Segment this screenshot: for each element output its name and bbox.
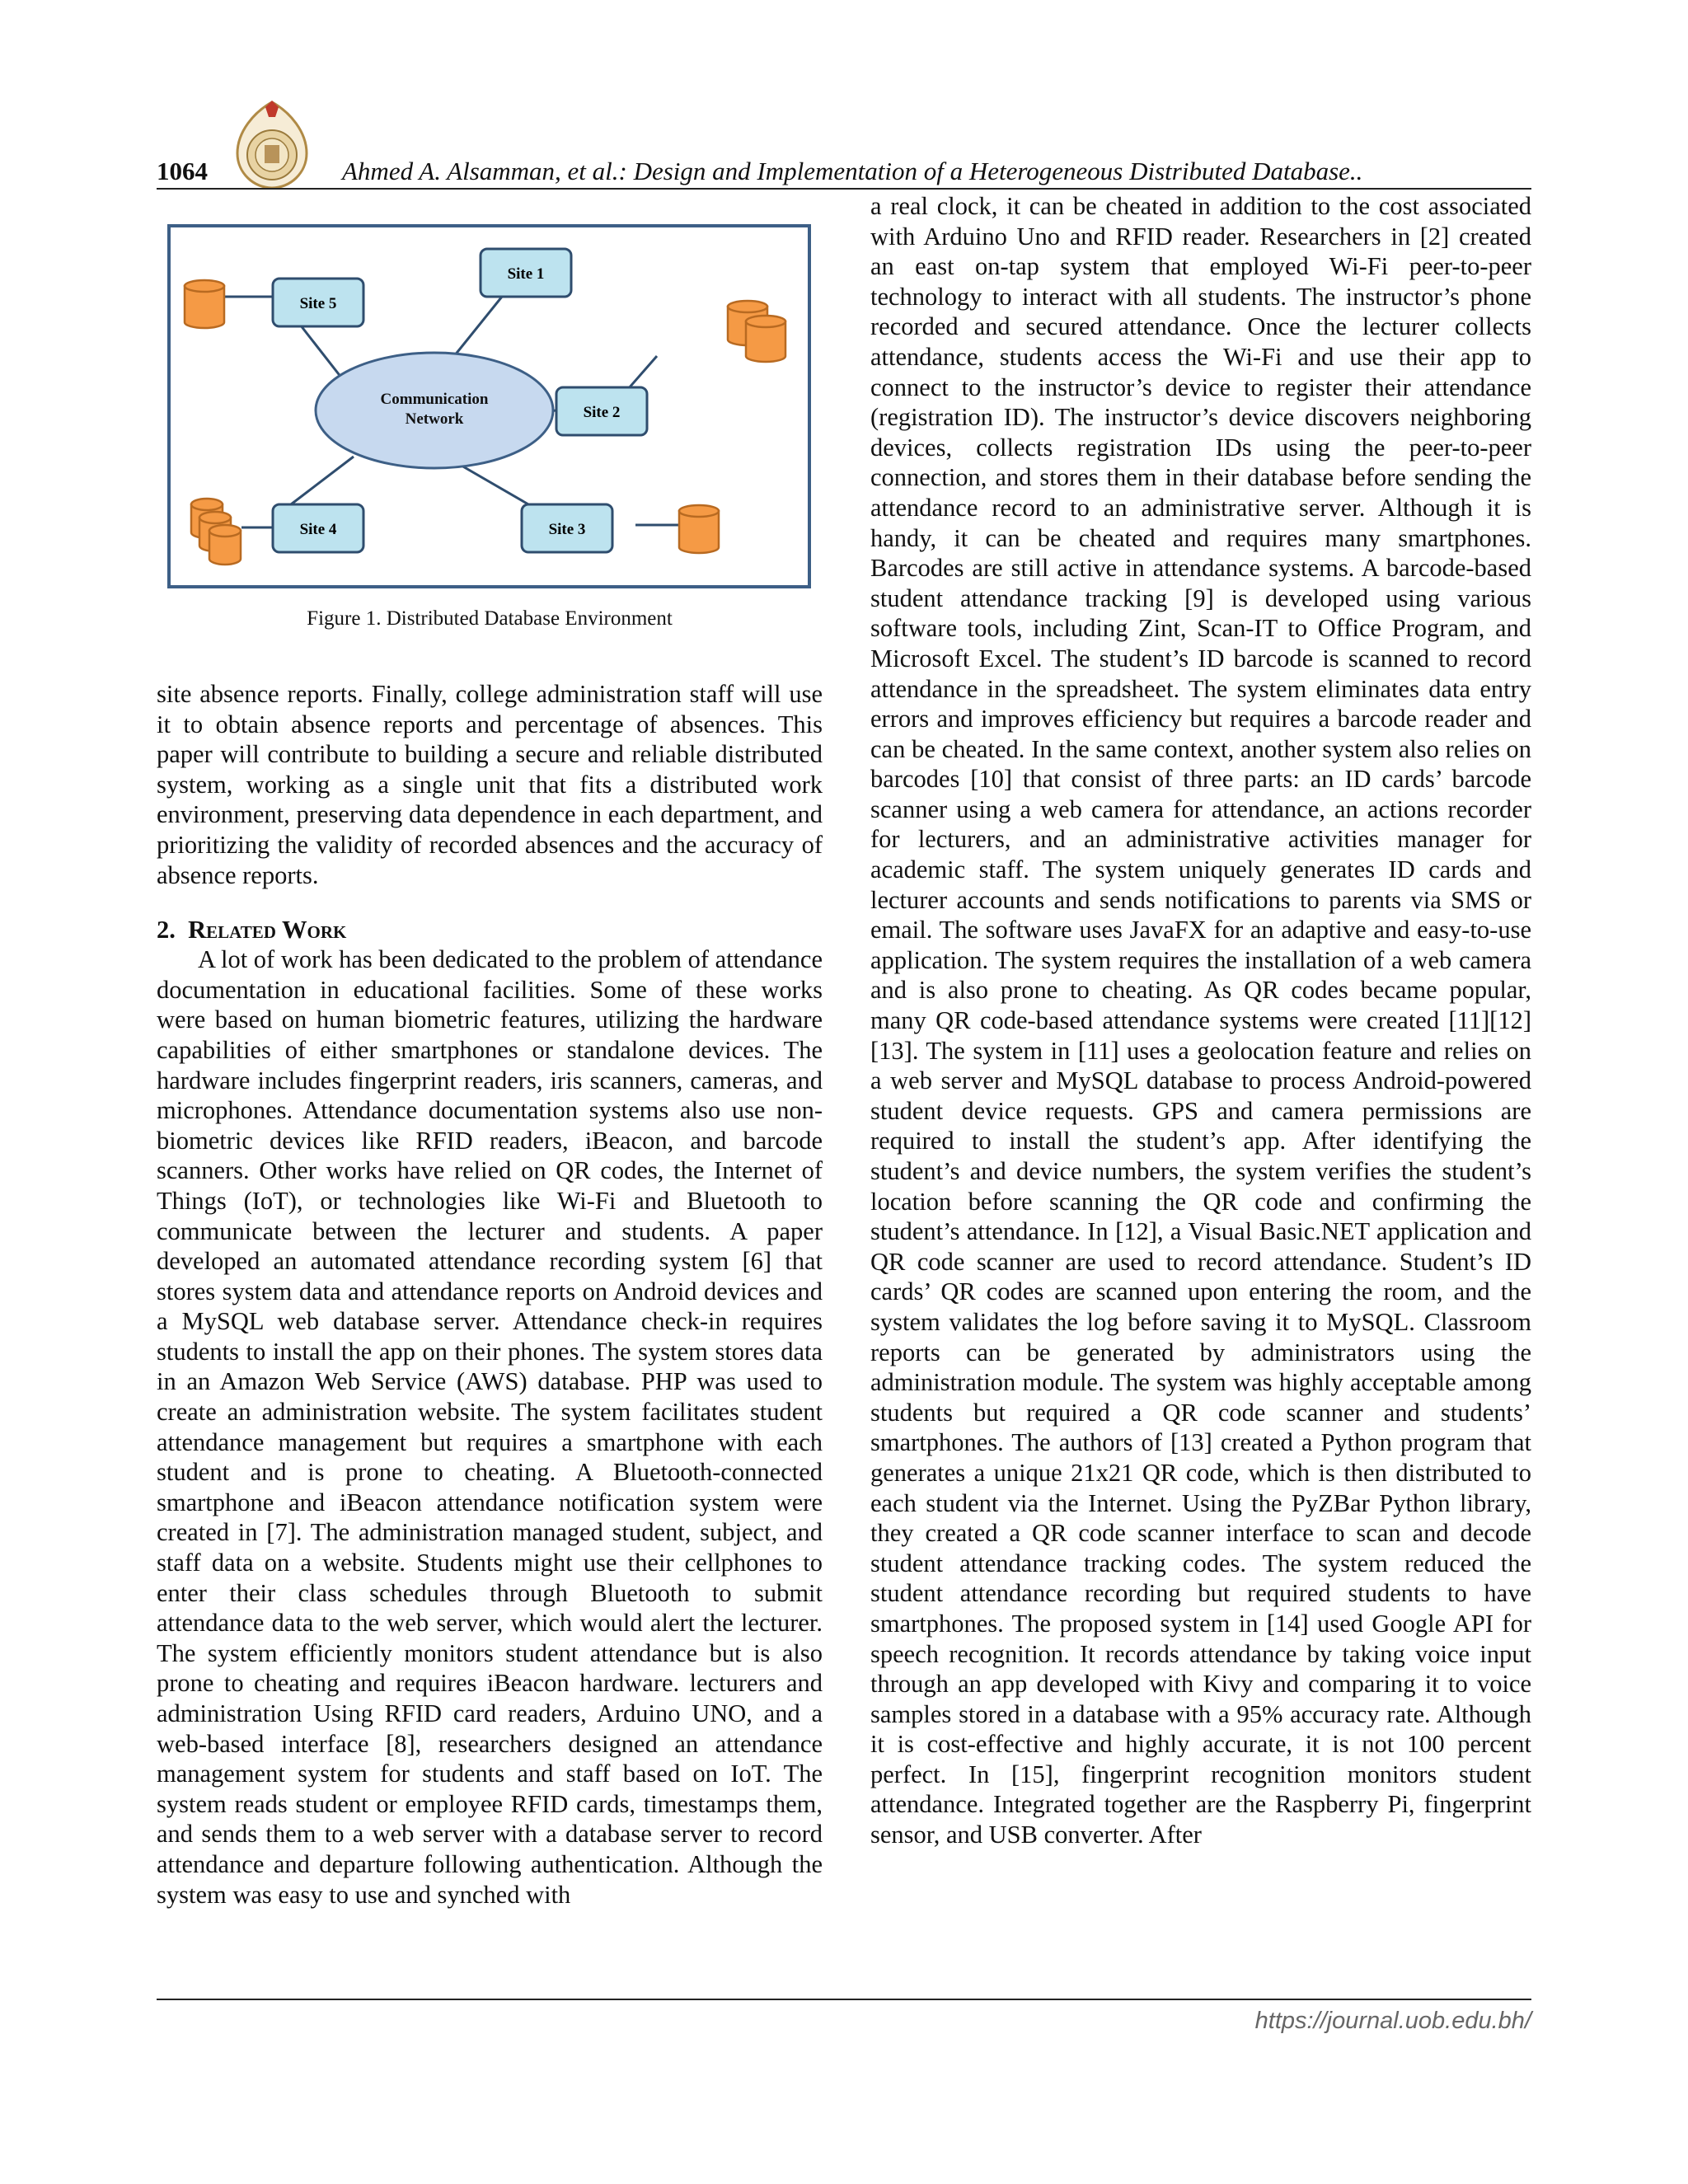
section-heading <box>157 915 823 944</box>
section-number: 2. <box>157 916 176 944</box>
journal-url: https://journal.uob.edu.bh/ <box>1254 2008 1531 2034</box>
right-column <box>870 191 1531 1850</box>
site-2 <box>556 387 647 435</box>
database-cylinder-site3 <box>679 505 719 553</box>
header-rule <box>157 188 1531 190</box>
running-title: Ahmed A. Alsamman, et al.: Design and Implementation of a Heterogeneous Distributed Database.. <box>342 157 1363 185</box>
section-title: Related Work <box>188 916 347 944</box>
page-number: 1064 <box>157 157 208 185</box>
site-2-label: Site 2 <box>583 404 621 421</box>
footer-rule <box>157 1999 1531 2000</box>
page-header <box>157 115 1531 188</box>
network-label-line1: Communication <box>380 391 489 408</box>
distributed-database-diagram <box>167 224 811 588</box>
figure-caption: Figure 1. Distributed Database Environment <box>307 607 673 630</box>
site-5 <box>273 279 363 326</box>
site-4 <box>273 504 363 552</box>
site-5-label: Site 5 <box>299 295 337 312</box>
database-cylinder-site5 <box>185 280 224 328</box>
network-label-line2: Network <box>405 410 464 428</box>
site-1-label: Site 1 <box>507 265 545 283</box>
site-1 <box>481 249 571 297</box>
site-3-label: Site 3 <box>548 521 586 538</box>
university-seal-logo <box>231 99 313 191</box>
site-3 <box>522 504 612 552</box>
database-cylinder-site2-b <box>746 316 785 362</box>
related-work-paragraph: A lot of work has been dedicated to the problem of attendance documentation in educational facilities. Some of these works were based on human biometric features, utilizing the hardware capabilities of either smartphones or standalone devices. The hardware includes fingerprint readers, iris scanners, cameras, and microphones. Attendance documentation systems also use non-biometric devices like RFID readers, iBeacon, and barcode scanners. Other works have relied on QR codes, the Internet of Things (IoT), or technologies like Wi-Fi and Bluetooth to communicate between the lecturer and students. A paper developed an automated attendance recording system [6] that stores system data and attendance reports on Android devices and a MySQL web database server. Attendance check-in requires students to install the app on their phones. The system stores data in an Amazon Web Service (AWS) database. PHP was used to create an administration website. The system facilitates student attendance management but requires a smartphone with each student and is prone to cheating. A Bluetooth-connected smartphone and iBeacon attendance notification system were created in [7]. The administration managed student, subject, and staff data on a website. Students might use their cellphones to enter their class schedules through Bluetooth to submit attendance data to the web server, which would alert the lecturer. The system efficiently monitors student attendance but is also prone to cheating and requires iBeacon hardware. lecturers and administration Using RFID card readers, Arduino UNO, and a web-based interface [8], researchers designed an attendance management system for students and staff based on IoT. The system reads student or employee RFID cards, timestamps them, and sends them to a web server with a database server to record attendance and departure following authentication. Although the system was easy to use and synched with <box>157 945 823 1909</box>
intro-paragraph: site absence reports. Finally, college administration staff will use it to obtain absence reports and percentage of absences. This paper will contribute to building a secure and reliable distributed system, working as a single unit that fits a distributed work environment, preserving data dependence in each department, and prioritizing the validity of recorded absences and the accuracy of absence reports. <box>157 680 823 889</box>
left-column <box>157 679 823 1910</box>
site-4-label: Site 4 <box>299 521 337 538</box>
right-column-paragraph: a real clock, it can be cheated in addition to the cost associated with Arduino Uno and RFID reader. Researchers in [2] created an east on-tap system that employed Wi-Fi peer-to-peer technology to interact with all students. The instructor’s phone recorded and secured attendance. Once the lecturer collects attendance, students access the Wi-Fi and use their app to connect to the instructor’s device to register their attendance (registration ID). The instructor’s device discovers neighboring devices, collects registration IDs using the peer-to-peer connection, and stores them in their database before sending the attendance record to an administrative server. Although it is handy, it can be cheated and requires many smartphones. Barcodes are still active in attendance systems. A barcode-based student attendance tracking [9] is developed using various software tools, including Zint, Scan-IT to Office Program, and Microsoft Excel. The student’s ID barcode is scanned to record attendance in the spreadsheet. The system eliminates data entry errors and improves efficiency but requires a barcode reader and can be cheated. In the same context, another system also relies on barcodes [10] that consist of three parts: an ID cards’ barcode scanner using a web camera for attendance, an actions recorder for lecturers, and an administrative activities manager for academic staff. The system uniquely generates ID cards and lecturer accounts and sends notifications to parents via SMS or email. The software uses JavaFX for an adaptive and easy-to-use application. The system requires the installation of a web camera and is also prone to cheating. As QR codes became popular, many QR code-based attendance systems were created [11][12][13]. The system in [11] uses a geolocation feature and relies on a web server and MySQL database to process Android-powered student device requests. GPS and camera permissions are required to install the student’s app. After identifying the student’s and device numbers, the system verifies the student’s location before scanning the QR code and confirming the student’s attendance. In [12], a Visual Basic.NET application and QR code scanner are used to record attendance. Student’s ID cards’ QR codes are scanned upon entering the room, and the system validates the log before saving it to MySQL. Classroom reports can be generated by administrators using the administration module. The system was highly acceptable among students but required a QR code scanner and students’ smartphones. The authors of [13] created a Python program that generates a unique 21x21 QR code, which is then distributed to each student via the Internet. Using the PyZBar Python library, they created a QR code scanner interface to scan and decode student attendance tracking codes. The system reduced the student attendance recording but required students to have smartphones. The proposed system in [14] used Google API for speech recognition. It records attendance by taking voice input through an app developed with Kivy and comparing it to voice samples stored in a database with a 95% accuracy rate. Although it is cost-effective and highly accurate, it is not 100 percent perfect. In [15], fingerprint recognition monitors student attendance. Integrated together are the Raspberry Pi, fingerprint sensor, and USB converter. After <box>870 192 1531 1849</box>
database-cylinder-site4-c <box>209 525 241 565</box>
